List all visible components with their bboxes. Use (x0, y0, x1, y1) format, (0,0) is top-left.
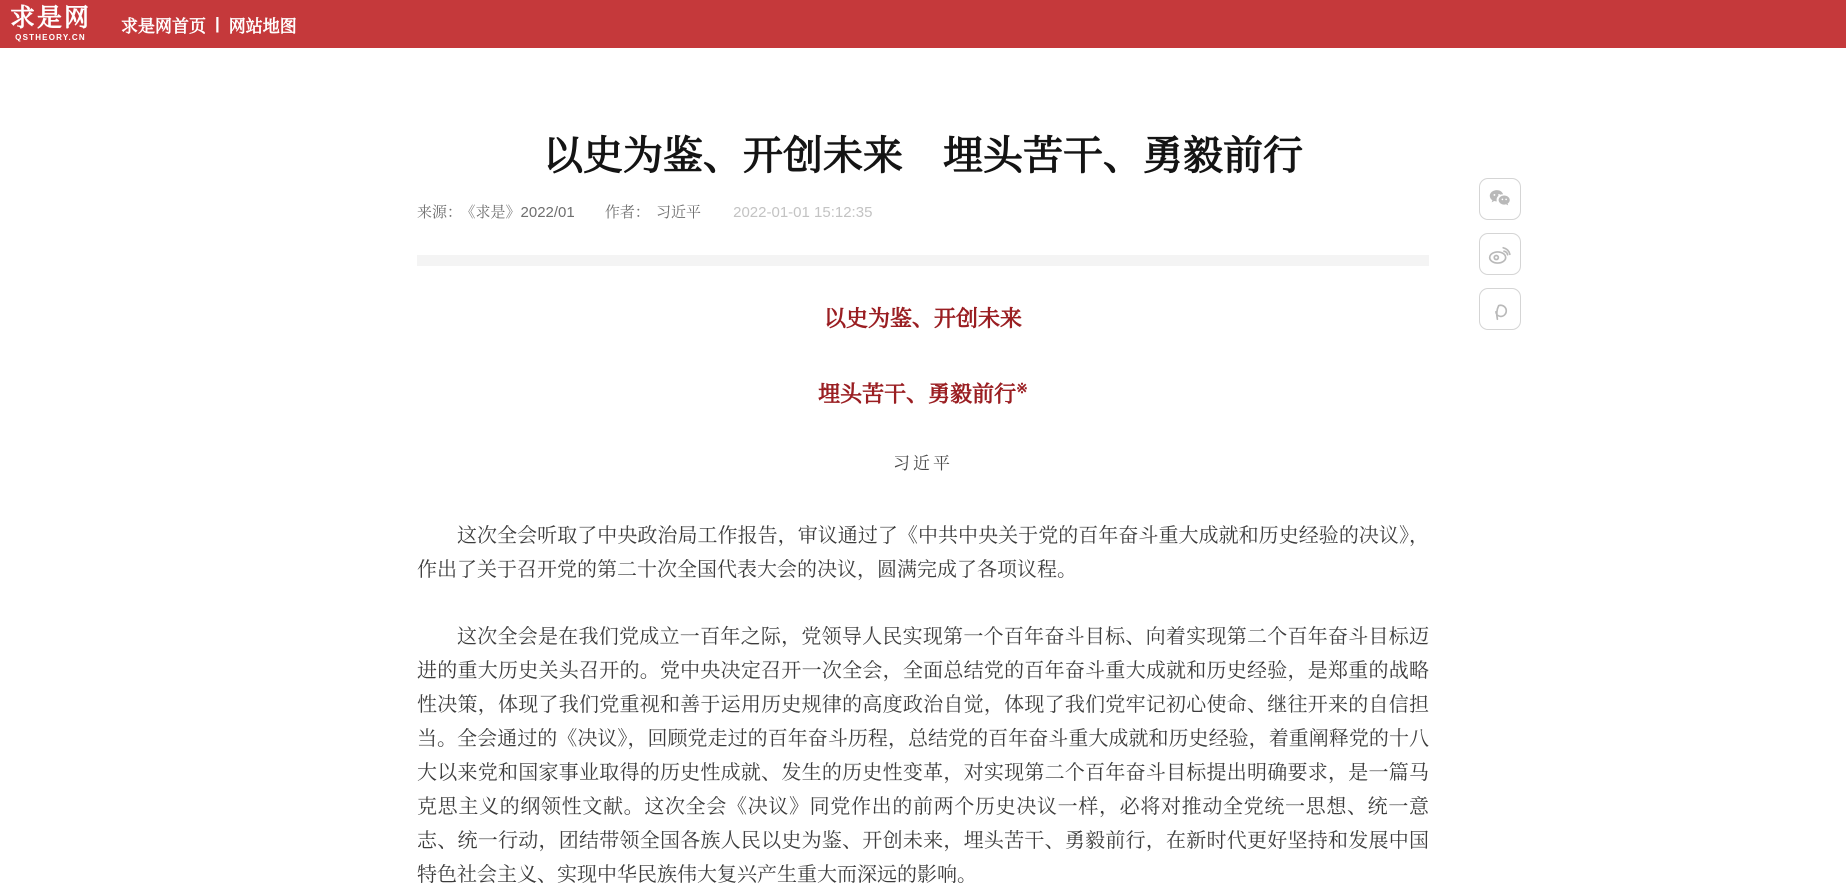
article-subtitle-line2 (417, 381, 1429, 405)
article-container (417, 136, 1429, 892)
page-title: 以史为鉴、开创未来 埋头苦干、勇毅前行 (543, 134, 1303, 178)
header-nav (121, 12, 297, 37)
meta-author-value: 习近平 (655, 204, 701, 221)
site-logo[interactable] (6, 4, 95, 44)
meta-author-label: 作者： (604, 204, 650, 221)
share-tencent-weibo-button[interactable] (1479, 288, 1521, 330)
footnote-mark: ※ (1016, 380, 1028, 396)
tencent-weibo-icon (1487, 296, 1513, 322)
nav-sitemap-link[interactable]: 网站地图 (228, 16, 297, 36)
section-divider (417, 255, 1429, 266)
share-weibo-button[interactable] (1479, 233, 1521, 275)
article-meta (417, 204, 1429, 222)
meta-source-label: 来源： (417, 204, 463, 221)
share-wechat-button[interactable] (1479, 178, 1521, 220)
wechat-icon (1487, 186, 1513, 212)
nav-divider: | (215, 14, 220, 33)
site-header (0, 0, 1846, 48)
article-byline: 习近平 (893, 454, 953, 475)
article-paragraph: 这次全会是在我们党成立一百年之际，党领导人民实现第一个百年奋斗目标、向着实现第二个百年奋斗目标迈进的重大历史关头召开的。党中央决定召开一次全会，全面总结党的百年奋斗重大成就和历史经验，是郑重的战略性决策，体现了我们党重视和善于运用历史规律的高度政治自觉，体现了我们党牢记初心使命、继往开来的自信担当。全会通过的《决议》，回顾党走过的百年奋斗历程，总结党的百年奋斗重大成就和历史经验，着重阐释党的十八大以来党和国家事业取得的历史性成就、发生的历史性变革，对实现第二个百年奋斗目标提出明确要求，是一篇马克思主义的纲领性文献。这次全会《决议》同党作出的前两个历史决议一样，必将对推动全党统一思想、统一意志、统一行动，团结带领全国各族人民以史为鉴、开创未来，埋头苦干、勇毅前行，在新时代更好坚持和发展中国特色社会主义、实现中华民族伟大复兴产生重大而深远的影响。 (417, 626, 1429, 887)
site-logo-text: 求是网 (10, 4, 92, 32)
meta-timestamp: 2022-01-01 15:12:35 (733, 204, 873, 221)
weibo-icon (1487, 241, 1513, 267)
nav-home-link[interactable]: 求是网首页 (121, 16, 207, 36)
article-body (417, 519, 1429, 892)
site-logo-domain: QSTHEORY.CN (15, 33, 86, 42)
article-paragraph: 这次全会听取了中央政治局工作报告，审议通过了《中共中央关于党的百年奋斗重大成就和历史经验的决议》，作出了关于召开党的第二十次全国代表大会的决议，圆满完成了各项议程。 (417, 525, 1429, 582)
meta-source-value: 《求是》2022/01 (468, 204, 575, 221)
subtitle-line2-text: 埋头苦干、勇毅前行 (818, 381, 1017, 407)
article-subtitle-line1: 以史为鉴、开创未来 (823, 306, 1022, 331)
share-toolbar (1479, 178, 1521, 330)
